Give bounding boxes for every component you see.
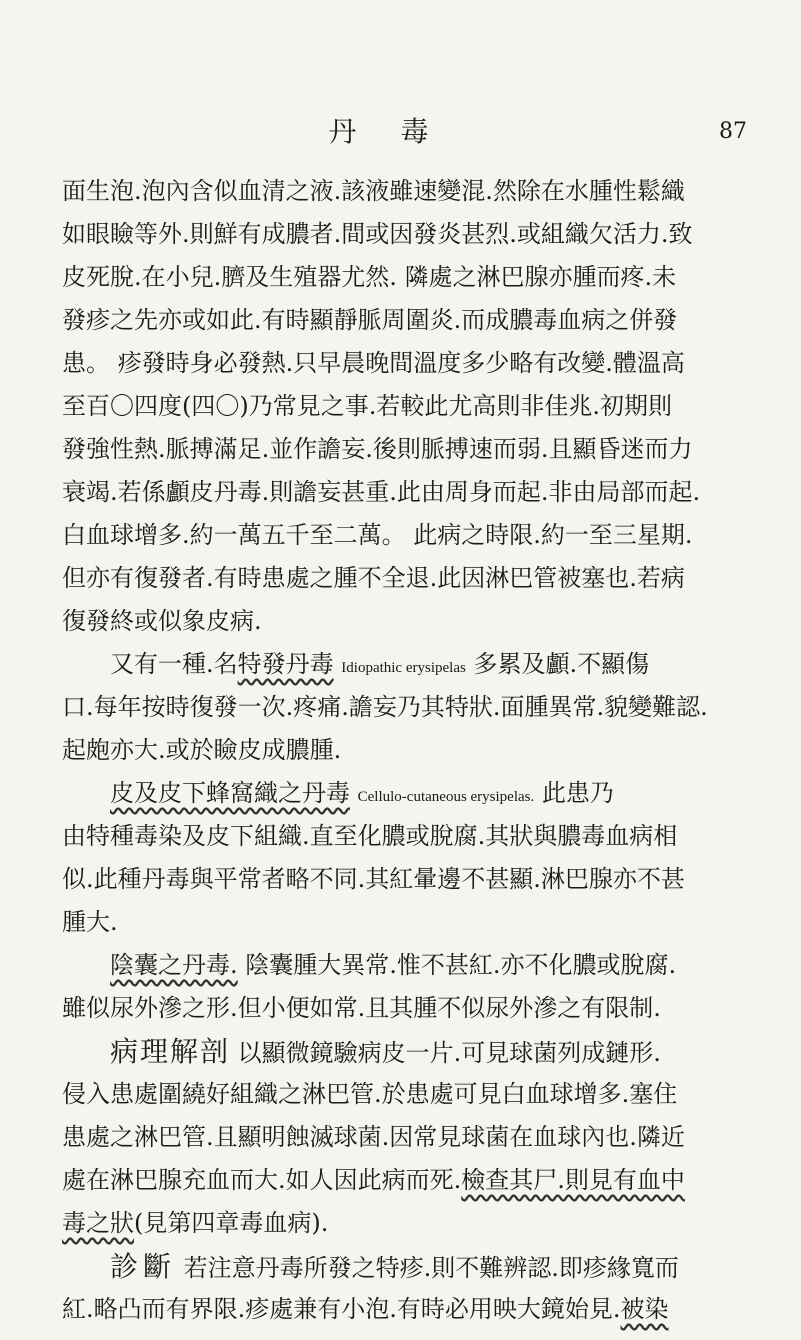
line-tail-text: 此患乃 [541,779,614,807]
line-tail-text: (見第四章毒血病). [134,1209,329,1237]
text-line: 白血球增多.約一萬五千至二萬。 此病之時限.約一至三星期. [62,521,693,549]
text-line [62,1202,762,1245]
text-line: 面生泡.泡內含似血清之液.該液雖速變混.然除在水腫性鬆織 [62,177,685,205]
line-tail-text: 陰囊腫大異常.惟不甚紅.亦不化膿或脫腐. [245,951,677,979]
body-text [62,170,762,1323]
text-line [62,1288,762,1331]
text-line: 發強性熱.脈搏滿足.並作譫妄.後則脈搏速而弱.且顯昏迷而力 [62,435,693,463]
text-line: 衰竭.若係顱皮丹毒.則譫妄甚重.此由周身而起.非由局部而起. [62,478,701,506]
line-tail-text: 若注意丹毒所發之特疹.則不難辨認.即疹緣寬而 [183,1254,679,1282]
text-line: 腫大. [62,908,118,936]
paragraph-cellulo-cutaneous [62,772,762,815]
term-cellulo-cutaneous-erysipelas: 皮及皮下蜂窩織之丹毒 [110,779,350,807]
section-heading-pathology: 病理解剖 [110,1035,231,1068]
line-lead-text: 紅.略凸而有界限.疹處兼有小泡.有時必用映大鏡始見. [62,1295,621,1323]
text-line: 皮死脫.在小兒.臍及生殖器尤然. 隣處之淋巴腺亦腫而疼.未 [62,263,677,291]
term-scrotal-erysipelas: 陰囊之丹毒. [110,951,238,979]
text-line: 似.此種丹毒與平常者略不同.其紅暈邊不甚顯.淋巴腺亦不甚 [62,865,685,893]
text-line: 由特種毒染及皮下組織.直至化膿或脫腐.其狀與膿毒血病相 [62,822,678,850]
section-heading-diagnosis: 診斷 [110,1250,177,1283]
term-idiopathic-erysipelas: 特發丹毒 [237,650,334,678]
paragraph-scrotal-erysipelas [62,944,762,987]
paragraph-pathology [62,1030,762,1073]
term-blood-toxemia: 檢查其尸.則見有血中 [461,1166,685,1194]
term-blood-toxemia-cont: 毒之狀 [62,1209,134,1237]
line-tail-text: 以顯微鏡驗病皮一片.可見球菌列成鏈形. [237,1039,661,1067]
line-lead-text: 處在淋巴腺充血而大.如人因此病而死. [62,1166,462,1194]
page-number: 87 [719,119,747,144]
text-line: 侵入患處圍繞好組織之淋巴管.於患處可見白血球增多.塞住 [62,1080,678,1108]
paragraph-diagnosis [62,1245,762,1288]
paragraph-idiopathic-erysipelas [62,643,762,686]
page-header [0,112,801,152]
text-line: 復發終或似象皮病. [62,607,262,635]
text-line: 發疹之先亦或如此.有時顯靜脈周圍炎.而成膿毒血病之併發 [62,306,678,334]
text-line: 患。 疹發時身必發熱.只早晨晚間溫度多少略有改變.體溫高 [62,349,685,377]
text-line [62,1159,762,1202]
term-infected: 被染 [620,1295,669,1323]
text-line: 口.每年按時復發一次.疼痛.譫妄乃其特狀.面腫異常.貌變難認. [62,693,708,721]
text-line: 至百〇四度(四〇)乃常見之事.若較此尤高則非佳兆.初期則 [62,392,672,420]
latin-term: Idiopathic erysipelas [341,660,466,676]
text-line: 雖似尿外滲之形.但小便如常.且其腫不似尿外滲之有限制. [62,994,661,1022]
text-line: 但亦有復發者.有時患處之腫不全退.此因淋巴管被塞也.若病 [62,564,685,592]
latin-term: Cellulo-cutaneous erysipelas. [357,789,535,805]
running-title: 丹毒 [328,115,473,148]
text-line: 患處之淋巴管.且顯明蝕滅球菌.因常見球菌在血球內也.隣近 [62,1123,685,1151]
text-line: 如眼瞼等外.則鮮有成膿者.間或因發炎甚烈.或組織欠活力.致 [62,220,693,248]
line-tail-text: 多累及顱.不顯傷 [473,650,650,678]
text-line: 起皰亦大.或於瞼皮成膿腫. [62,736,342,764]
line-lead-text: 又有一種.名 [110,650,238,678]
